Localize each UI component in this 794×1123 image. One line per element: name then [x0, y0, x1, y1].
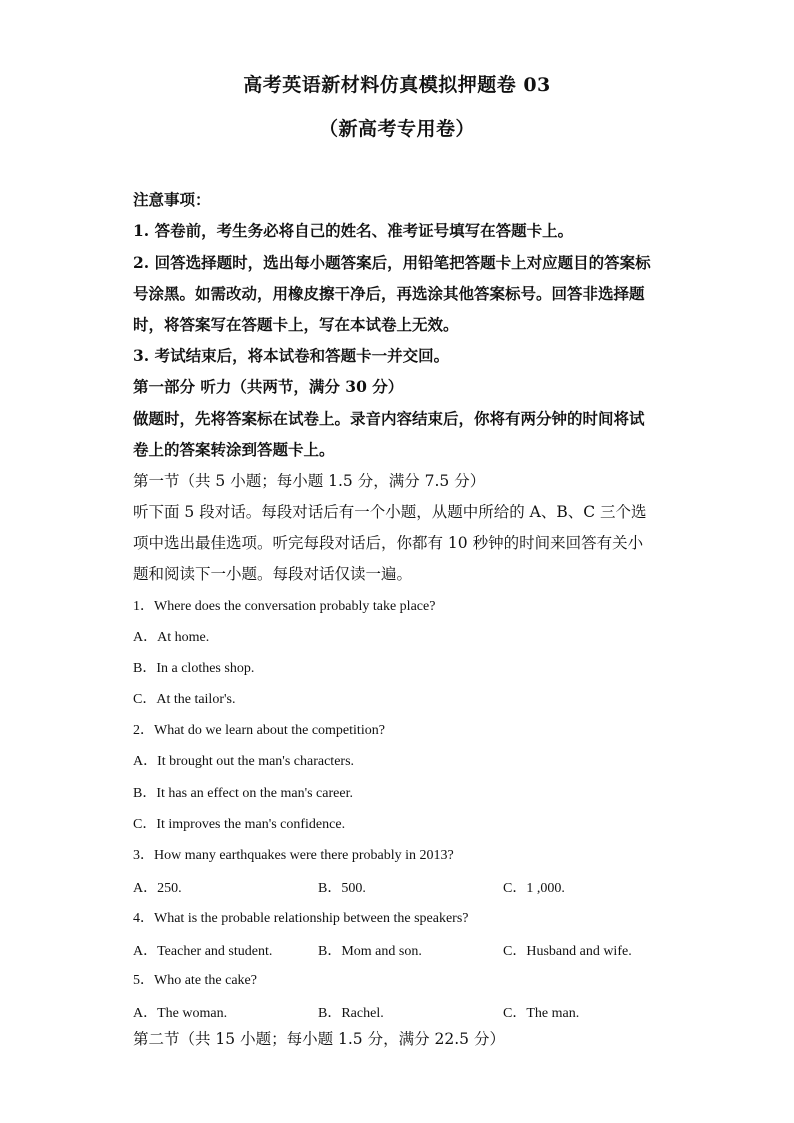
option: A．250. — [133, 881, 182, 896]
notice-item: 时，将答案写在答题卡上，写在本试卷上无效。 — [133, 315, 459, 334]
section1-instruction: 项中选出最佳选项。听完每段对话后，你都有 10 秒钟的时间来回答有关小 — [133, 534, 644, 552]
question-stem: 3．How many earthquakes were there probably in 2013? — [133, 848, 454, 863]
section1-instruction: 题和阅读下一小题。每段对话仅读一遍。 — [133, 565, 413, 583]
notice-item: 号涂黑。如需改动，用橡皮擦干净后，再选涂其他答案标号。回答非选择题 — [133, 284, 645, 303]
option: A．It brought out the man's characters. — [133, 754, 355, 769]
question-stem: 4．What is the probable relationship between the speakers? — [133, 911, 469, 926]
notice-heading: 注意事项： — [133, 190, 211, 209]
notice-item: 2. 回答选择题时，选出每小题答案后，用铅笔把答题卡上对应题目的答案标 — [133, 253, 651, 272]
question-stem: 1．Where does the conversation probably take place? — [133, 599, 436, 614]
question-stem: 2．What do we learn about the competition? — [133, 723, 385, 738]
option: B．Rachel. — [318, 1006, 384, 1021]
option: A．At home. — [133, 630, 210, 645]
option: C．1 ,000. — [503, 881, 565, 896]
option: B．It has an effect on the man's career. — [133, 786, 353, 801]
option: B．In a clothes shop. — [133, 661, 255, 676]
option: C．It improves the man's confidence. — [133, 817, 346, 832]
option: C．Husband and wife. — [503, 944, 632, 959]
question-stem: 5．Who ate the cake? — [133, 973, 257, 988]
option: A．Teacher and student. — [133, 944, 273, 959]
option: B．500. — [318, 881, 366, 896]
option: B．Mom and son. — [318, 944, 422, 959]
part1-heading: 第一部分 听力（共两节，满分 30 分） — [133, 377, 404, 396]
page-title: 高考英语新材料仿真模拟押题卷 03 — [243, 74, 551, 96]
page-subtitle: （新高考专用卷） — [318, 118, 475, 140]
option: A．The woman. — [133, 1006, 228, 1021]
notice-item: 3. 考试结束后，将本试卷和答题卡一并交回。 — [133, 346, 450, 365]
section1-instruction: 听下面 5 段对话。每段对话后有一个小题，从题中所给的 A、B、C 三个选 — [133, 503, 647, 521]
option: C．The man. — [503, 1006, 580, 1021]
section2-heading: 第二节（共 15 小题；每小题 1.5 分，满分 22.5 分） — [133, 1030, 505, 1048]
part1-instruction: 做题时，先将答案标在试卷上。录音内容结束后，你将有两分钟的时间将试 — [133, 409, 645, 428]
part1-instruction: 卷上的答案转涂到答题卡上。 — [133, 440, 335, 459]
notice-item: 1. 答卷前，考生务必将自己的姓名、准考证号填写在答题卡上。 — [133, 221, 574, 240]
option: C．At the tailor's. — [133, 692, 236, 707]
section1-heading: 第一节（共 5 小题；每小题 1.5 分，满分 7.5 分） — [133, 472, 486, 490]
